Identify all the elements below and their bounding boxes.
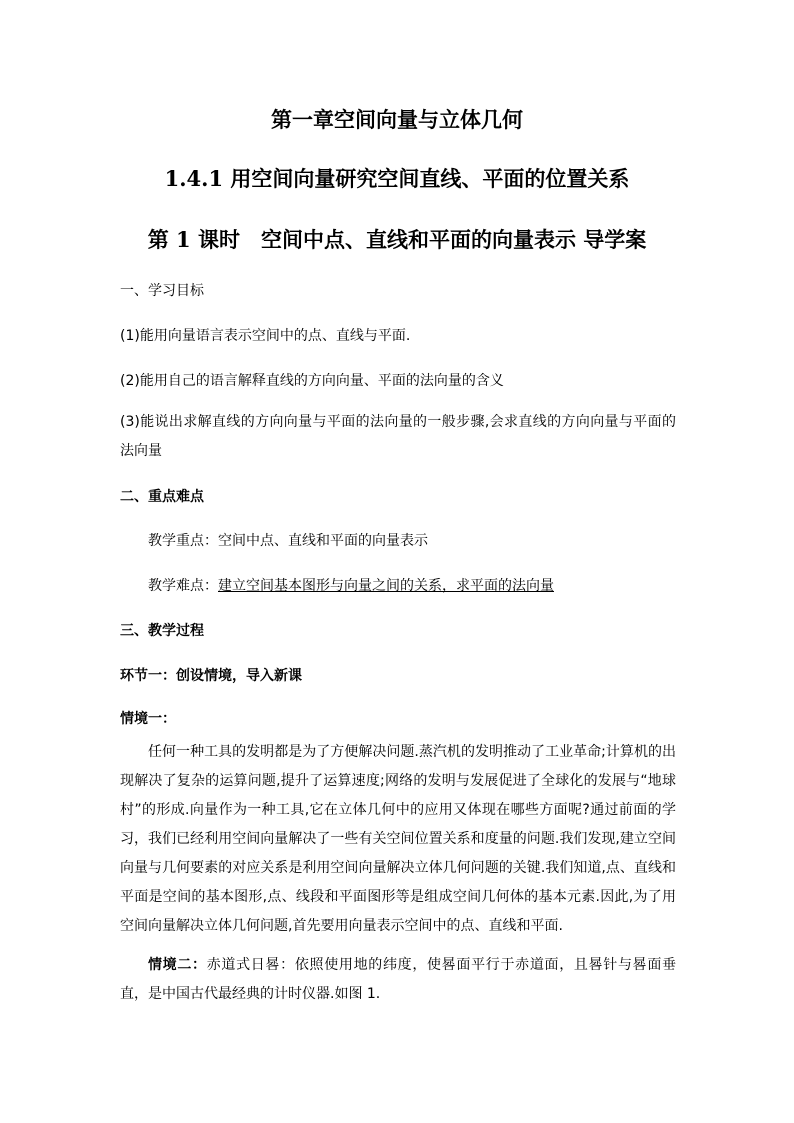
step-one-heading: 环节一：创设情境，导入新课 [120,668,302,684]
teaching-process-heading: 三、教学过程 [120,623,204,639]
goal-item-2: (2)能用自己的语言解释直线的方向向量、平面的法向量的含义 [120,373,504,389]
difficult-point [148,575,554,595]
learning-goals-heading: 一、学习目标 [120,283,204,299]
chapter-title: 第一章空间向量与立体几何 [271,107,523,132]
scenario-two-paragraph [120,951,676,1009]
scenario-two-label: 情境二： [148,957,207,973]
goal-item-1: (1)能用向量语言表示空间中的点、直线与平面. [120,328,411,344]
scenario-one-label: 情境一： [120,711,176,727]
difficult-point-label: 教学难点： [148,578,218,594]
scenario-one-paragraph: 任何一种工具的发明都是为了方便解决问题.蒸汽机的发明推动了工业革命;计算机的出现解决了复杂的运算问题,提升了运算速度;网络的发明与发展促进了全球化的发展与“地球村”的形成.向量作为一种工具,它在立体几何中的应用又体现在哪些方面呢?通过前面的学习，我们已经利用空间向量解决了一些有关空间位置关系和度量的问题.我们发现,建立空间向量与几何要素的对应关系是利用空间向量解决立体几何问题的关键.我们知道,点、直线和平面是空间的基本图形,点、线段和平面图形等是组成空间几何体的基本元素.因此,为了用空间向量解决立体几何问题,首先要用向量表示空间中的点、直线和平面. [120,744,676,934]
lesson-title: 第 1 课时 空间中点、直线和平面的向量表示 导学案 [147,227,647,252]
key-difficult-heading: 二、重点难点 [120,489,204,505]
section-title: 1.4.1 用空间向量研究空间直线、平面的位置关系 [164,166,630,191]
scenario-two-text: 赤道式日晷：依照使用地的纬度，使晷面平行于赤道面，且晷针与晷面垂直，是中国古代最经典的计时仪器.如图 1. [120,957,677,1002]
difficult-point-text: 建立空间基本图形与向量之间的关系，求平面的法向量 [218,578,554,594]
key-point: 教学重点：空间中点、直线和平面的向量表示 [148,533,428,549]
goal-item-3: (3)能说出求解直线的方向向量与平面的法向量的一般步骤,会求直线的方向向量与平面的法向量 [120,414,676,459]
